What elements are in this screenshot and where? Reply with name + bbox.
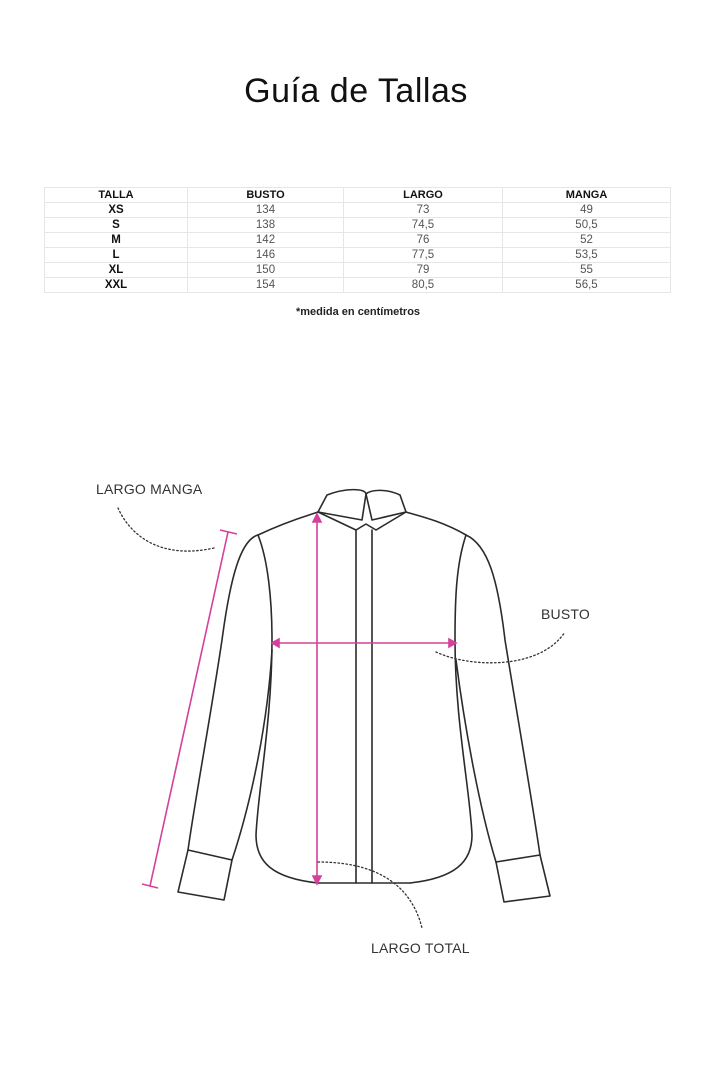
cell-largo: 73 (344, 203, 503, 218)
cell-manga: 56,5 (503, 278, 671, 293)
left-cuff (178, 850, 232, 900)
header-largo: LARGO (344, 188, 503, 203)
header-busto: BUSTO (188, 188, 344, 203)
cell-largo: 74,5 (344, 218, 503, 233)
units-note: *medida en centímetros (295, 306, 421, 318)
cell-size: M (45, 233, 188, 248)
left-sleeve-inner (232, 650, 272, 860)
cell-size: XL (45, 263, 188, 278)
shirt-outline (178, 490, 550, 902)
cell-busto: 154 (188, 278, 344, 293)
cell-manga: 50,5 (503, 218, 671, 233)
cell-size: S (45, 218, 188, 233)
cell-largo: 80,5 (344, 278, 503, 293)
page-title: Guía de Tallas (244, 72, 468, 110)
placket (356, 530, 372, 883)
sleeve-measure-line (150, 532, 228, 886)
cell-size: L (45, 248, 188, 263)
label-busto: BUSTO (541, 606, 590, 622)
sleeve-leader (118, 508, 214, 551)
cell-size: XS (45, 203, 188, 218)
length-arrow-top (313, 514, 321, 522)
length-measure (313, 514, 321, 884)
cell-size: XXL (45, 278, 188, 293)
cell-busto: 138 (188, 218, 344, 233)
bust-measure (272, 639, 456, 647)
left-sleeve-outer (188, 535, 258, 850)
header-talla: TALLA (45, 188, 188, 203)
cell-largo: 79 (344, 263, 503, 278)
cell-manga: 55 (503, 263, 671, 278)
right-cuff (496, 855, 550, 902)
cell-busto: 142 (188, 233, 344, 248)
cell-busto: 146 (188, 248, 344, 263)
bust-arrow-left (272, 639, 279, 647)
label-largo-total: LARGO TOTAL (371, 940, 470, 956)
cell-largo: 76 (344, 233, 503, 248)
left-shoulder (258, 512, 318, 535)
cell-busto: 134 (188, 203, 344, 218)
cell-manga: 53,5 (503, 248, 671, 263)
right-shoulder (406, 512, 466, 535)
left-body-side (256, 535, 318, 883)
right-sleeve-inner (456, 660, 496, 862)
cell-manga: 52 (503, 233, 671, 248)
header-manga: MANGA (503, 188, 671, 203)
length-leader (318, 862, 422, 928)
cell-largo: 77,5 (344, 248, 503, 263)
right-sleeve-outer (466, 535, 540, 855)
cell-busto: 150 (188, 263, 344, 278)
sleeve-measure (142, 530, 237, 888)
cell-manga: 49 (503, 203, 671, 218)
label-largo-manga: LARGO MANGA (96, 481, 203, 497)
